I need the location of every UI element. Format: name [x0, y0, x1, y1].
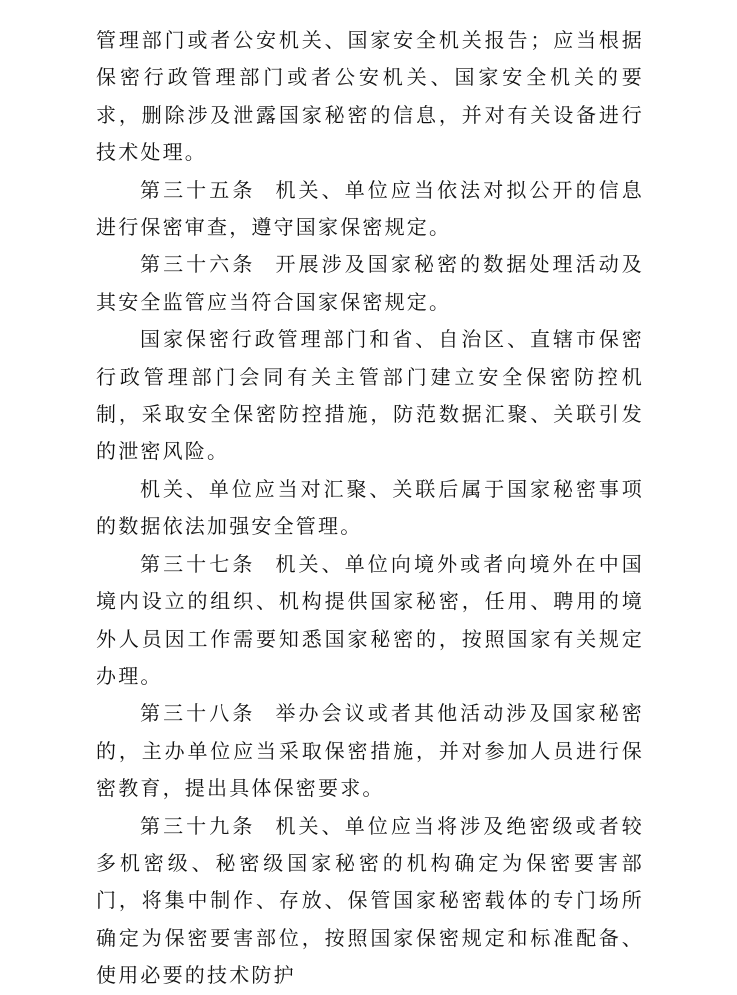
article-number: 第三十五条: [140, 177, 256, 202]
paragraph-text: 开展涉及国家秘密的数据处理活动及其安全监管应当符合国家保密规定。: [96, 252, 645, 314]
article-36: [96, 246, 644, 321]
paragraph-text: 机关、单位应当依法对拟公开的信息进行保密审查，遵守国家保密规定。: [96, 177, 645, 240]
article-number: 第三十八条: [140, 701, 256, 726]
paragraph-continuation: [96, 22, 644, 172]
article-number: 第三十六条: [140, 252, 256, 277]
article-number: 第三十七条: [140, 551, 256, 576]
paragraph-text: 机关、单位应当将涉及绝密级或者较多机密级、秘密级国家秘密的机构确定为保密要害部门，将集中制作、存放、保管国家秘密载体的专门场所确定为保密要害部位，按照国家保密规定和标准配备、使用必要的技术防护: [96, 813, 645, 988]
paragraph-text: 管理部门或者公安机关、国家安全机关报告；应当根据保密行政管理部门或者公安机关、国家安全机关的要求，删除涉及泄露国家秘密的信息，并对有关设备进行技术处理。: [96, 28, 644, 165]
document-page: [96, 22, 644, 995]
paragraph-text: 国家保密行政管理部门和省、自治区、直辖市保密行政管理部门会同有关主管部门建立安全保密防控机制，采取安全保密防控措施，防范数据汇聚、关联引发的泄密风险。: [96, 327, 644, 464]
paragraph-text: 举办会议或者其他活动涉及国家秘密的，主办单位应当采取保密措施，并对参加人员进行保密教育，提出具体保密要求。: [96, 701, 645, 801]
paragraph-text: 机关、单位应当对汇聚、关联后属于国家秘密事项的数据依法加强安全管理。: [96, 476, 644, 539]
article-38: [96, 695, 644, 807]
article-36-paragraph-3: [96, 471, 644, 546]
article-37: [96, 546, 644, 696]
article-number: 第三十九条: [140, 813, 256, 838]
article-35: [96, 172, 644, 247]
paragraph-text: 机关、单位向境外或者向境外在中国境内设立的组织、机构提供国家秘密，任用、聘用的境外人员因工作需要知悉国家秘密的，按照国家有关规定办理。: [96, 551, 645, 688]
article-39: [96, 808, 644, 995]
article-36-paragraph-2: [96, 321, 644, 471]
